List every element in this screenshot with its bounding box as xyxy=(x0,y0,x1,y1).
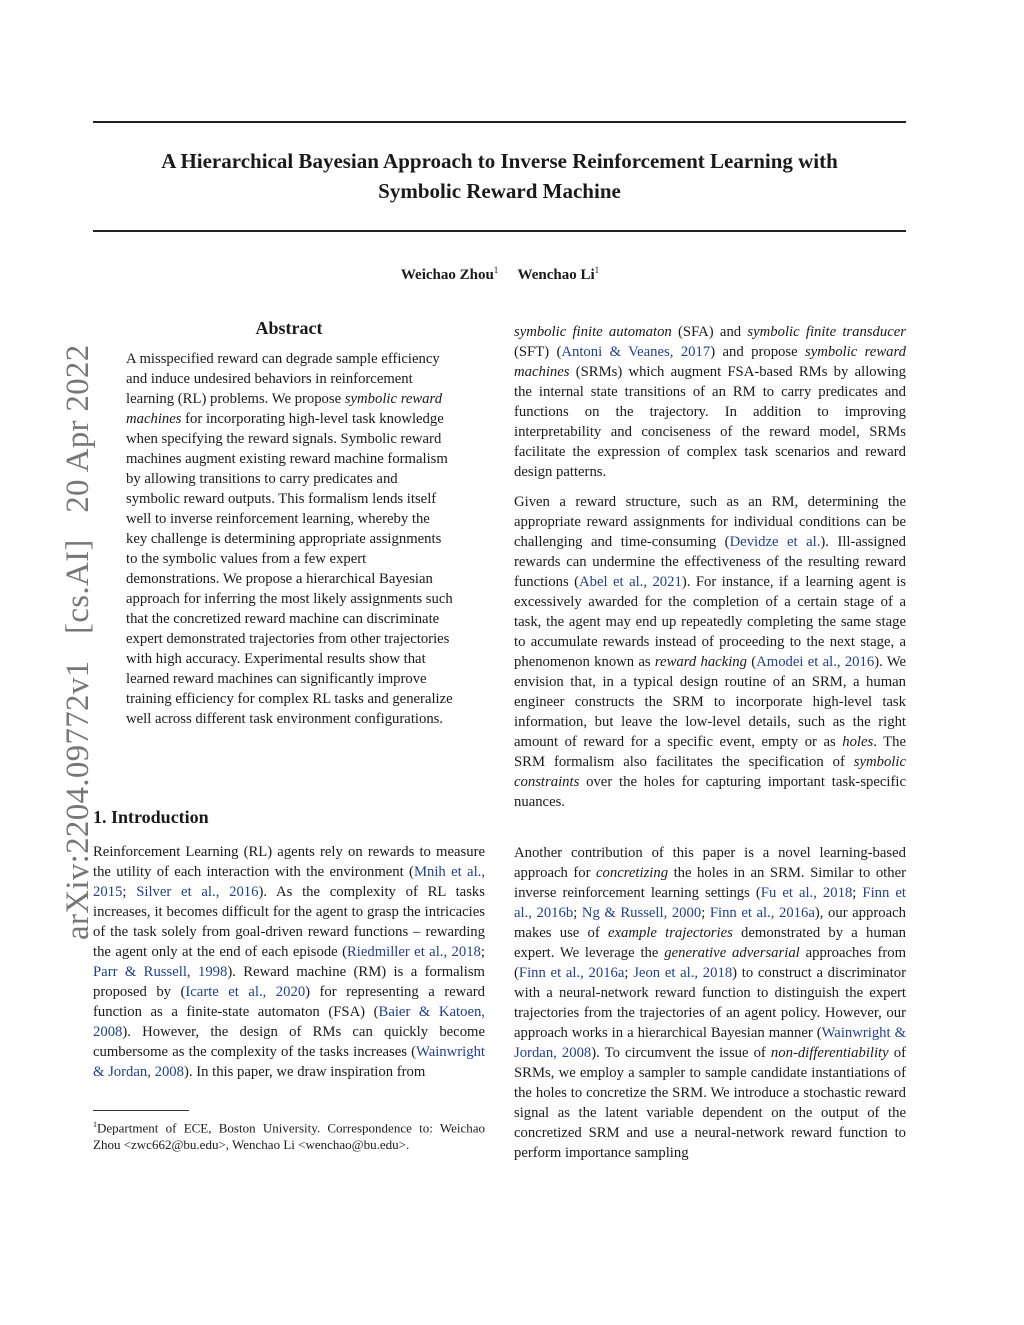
citation-link[interactable]: Fu et al., 2018 xyxy=(760,885,853,901)
title-rule-top xyxy=(93,121,906,123)
author-list xyxy=(0,265,1000,284)
arxiv-id: arXiv:2204.09772v1 xyxy=(60,660,96,940)
citation-link[interactable]: Ng & Russell, 2000 xyxy=(581,905,702,921)
author-name: Weichao Zhou xyxy=(400,267,494,283)
arxiv-stamp xyxy=(60,344,97,940)
citation-link[interactable]: Finn et al., 2016a xyxy=(518,965,625,981)
author-name: Wenchao Li xyxy=(517,267,595,283)
citation-link[interactable]: Devidze et al. xyxy=(729,534,821,550)
footnote: $^1$Department of ECE, Boston University. Correspondence to: Weichao Zhou <zwc662@bu.edu>, Wenchao Li <wenchao@bu.edu>. xyxy=(93,1120,485,1153)
author-affiliation: 1 xyxy=(594,265,600,275)
footnote-mark: 1 xyxy=(93,1120,97,1129)
citation-link[interactable]: Mnih et al., 2015 xyxy=(93,864,486,900)
introduction-paragraph: Reinforcement Learning (RL) agents rely on rewards to measure the utility of each interaction with the environment (Mnih et al., 2015; Silver et al., 2016). As the complexity of RL tasks increases, it becomes difficult for the agent to grasp the intricacies of the task solely from goal-driven reward functions – rewarding the agent only at the end of each episode (Riedmiller et al., 2018; Parr & Russell, 1998). Reward machine (RM) is a formalism proposed by (Icarte et al., 2020) for representing a reward function as a finite-state automaton (FSA) (Baier & Katoen, 2008). However, the design of RMs can quickly become cumbersome as the complexity of the tasks increases (Wainwright & Jordan, 2008). In this paper, we draw inspiration from xyxy=(93,844,486,1080)
citation-link[interactable]: Silver et al., 2016 xyxy=(136,884,259,900)
right-column-paragraph-1: symbolic finite automaton (SFA) and symbolic finite transducer (SFT) (Antoni & Veanes, 2017) and propose symbolic reward machines (SRMs) which augment FSA-based RMs by allowing the internal state transitions of an RM to carry predicates and functions on the trajectory. In addition to improving interpretability and conciseness of the reward model, SRMs facilitate the expression of complex task scenarios and reward design patterns. xyxy=(514,324,906,480)
arxiv-category: [cs.AI] xyxy=(60,539,96,634)
footnote-divider xyxy=(93,1110,189,1111)
paper-title-line-1: A Hierarchical Bayesian Approach to Inverse Reinforcement Learning with xyxy=(161,149,838,173)
citation-link[interactable]: Finn et al., 2016b xyxy=(514,885,906,921)
abstract-heading: Abstract xyxy=(255,318,323,338)
right-column-paragraph-2: Given a reward structure, such as an RM, determining the appropriate reward assignments for individual conditions can be challenging and time-consuming (Devidze et al.). Ill-assigned rewards can undermine the effectiveness of the resulting reward functions (Abel et al., 2021). For instance, if a learning agent is excessively awarded for the completion of a certain stage of a task, the agent may end up repeatedly completing the same stage to accumulate rewards instead of proceeding to the next stage, a phenomenon known as reward hacking (Amodei et al., 2016). We envision that, in a typical design routine of an SRM, a human engineer constructs the SRM to incorporate high-level task information, but leave the low-level details, such as the right amount of reward for a specific event, empty or as holes. The SRM formalism also facilitates the specification of symbolic constraints over the holes for capturing important task-specific nuances. xyxy=(514,494,906,810)
citation-link[interactable]: Wainwright & Jordan, 2008 xyxy=(93,1044,485,1080)
abstract-body: A misspecified reward can degrade sample efficiency and induce undesired behaviors in reinforcement learning (RL) problems. We propose symbolic reward machines for incorporating high-level task knowledge when specifying the reward signals. Symbolic reward machines augment existing reward machine formalism by allowing transitions to carry predicates and symbolic reward outputs. This formalism lends itself well to inverse reinforcement learning, whereby the key challenge is determining appropriate assignments to the symbolic values from a few expert demonstrations. We propose a hierarchical Bayesian approach for inferring the most likely assignments such that the concretized reward machine can discriminate expert demonstrated trajectories from other trajectories with high accuracy. Experimental results show that learned reward machines can significantly improve training efficiency for complex RL tasks and generalize well across different task environment configurations. xyxy=(126,351,453,727)
citation-link[interactable]: Parr & Russell, 1998 xyxy=(93,964,228,980)
citation-link[interactable]: Baier & Katoen, 2008 xyxy=(93,1004,485,1040)
citation-link[interactable]: Antoni & Veanes, 2017 xyxy=(561,344,711,360)
paper-title-line-2: Symbolic Reward Machine xyxy=(378,179,621,203)
citation-link[interactable]: Wainwright & Jordan, 2008 xyxy=(514,1025,906,1061)
arxiv-date: 20 Apr 2022 xyxy=(60,344,96,513)
citation-link[interactable]: Abel et al., 2021 xyxy=(579,574,682,590)
introduction-heading: 1. Introduction xyxy=(93,807,209,827)
author-affiliation: 1 xyxy=(493,265,499,275)
citation-link[interactable]: Jeon et al., 2018 xyxy=(633,965,733,981)
title-rule-bottom xyxy=(93,230,906,232)
citation-link[interactable]: Amodei et al., 2016 xyxy=(756,654,875,670)
citation-link[interactable]: Finn et al., 2016a xyxy=(709,905,815,921)
right-column-paragraph-3: Another contribution of this paper is a novel learning-based approach for concretizing the holes in an SRM. Similar to other inverse reinforcement learning settings (Fu et al., 2018; Finn et al., 2016b; Ng & Russell, 2000; Finn et al., 2016a), our approach makes use of example trajectories demonstrated by a human expert. We leverage the generative adversarial approaches from (Finn et al., 2016a; Jeon et al., 2018) to construct a discriminator with a neural-network reward function to distinguish the expert trajectories from the trajectories of an agent policy. However, our approach works in a hierarchical Bayesian manner (Wainwright & Jordan, 2008). To circumvent the issue of non-differentiability of SRMs, we employ a sampler to sample candidate instantiations of the holes to concretize the SRM. We introduce a stochastic reward signal as the latent variable dependent on the output of the concretized SRM and use a neural-network reward function to perform importance sampling xyxy=(514,845,907,1161)
citation-link[interactable]: Riedmiller et al., 2018 xyxy=(346,944,481,960)
citation-link[interactable]: Icarte et al., 2020 xyxy=(185,984,306,1000)
